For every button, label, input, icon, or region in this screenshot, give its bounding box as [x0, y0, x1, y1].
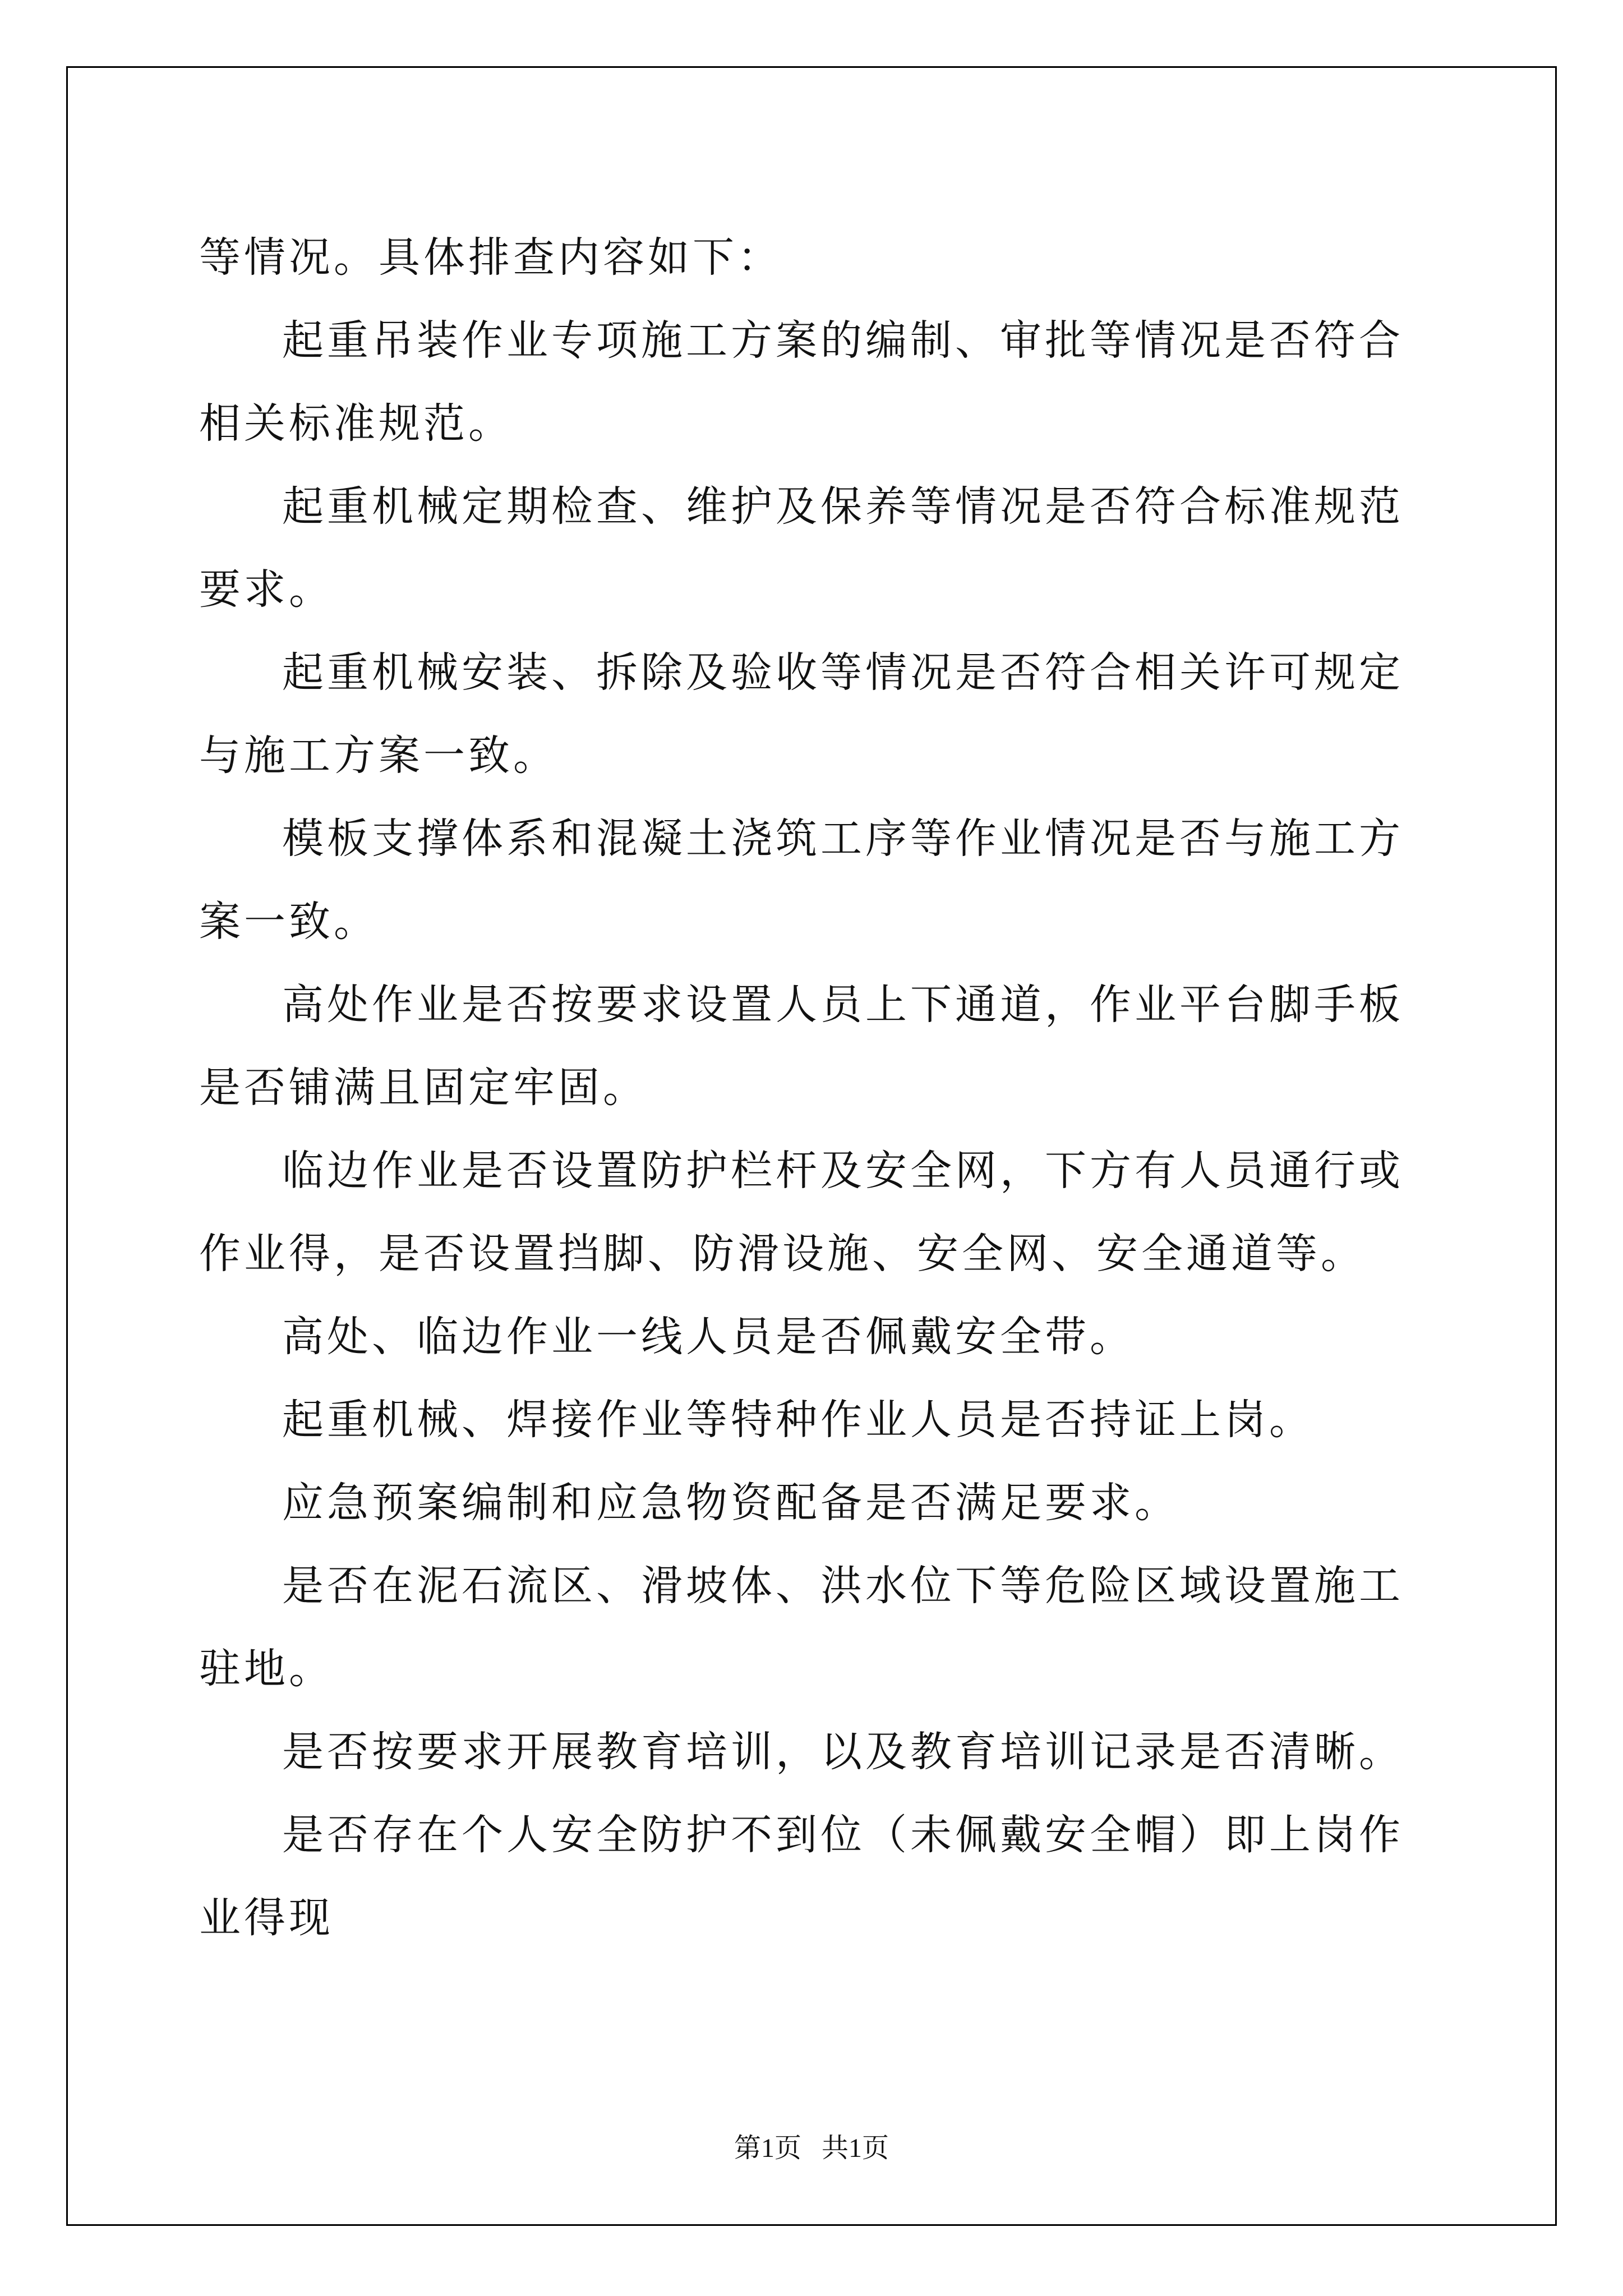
paragraph-item: 高处作业是否按要求设置人员上下通道，作业平台脚手板是否铺满且固定牢固。: [199, 981, 1404, 1112]
paragraph-intro: 等情况。具体排查内容如下：: [199, 233, 782, 282]
paragraph-item: 是否存在个人安全防护不到位（未佩戴安全帽）即上岗作业得现: [199, 1811, 1404, 1942]
paragraph-item: 临边作业是否设置防护栏杆及安全网，下方有人员通行或作业得，是否设置挡脚、防滑设施、安全网、安全通道等。: [199, 1147, 1404, 1278]
paragraph-item: 高处、临边作业一线人员是否佩戴安全带。: [282, 1313, 1135, 1361]
paragraph-item: 是否在泥石流区、滑坡体、洪水位下等危险区域设置施工驻地。: [199, 1562, 1404, 1693]
paragraph-item: 模板支撑体系和混凝土浇筑工序等作业情况是否与施工方案一致。: [199, 815, 1404, 946]
paragraph-item: 应急预案编制和应急物资配备是否满足要求。: [282, 1479, 1179, 1527]
page-number-total: 共1页: [822, 2133, 889, 2163]
document-body: [199, 216, 1433, 1959]
paragraph-item: 起重机械、焊接作业等特种作业人员是否持证上岗。: [282, 1396, 1314, 1444]
page-footer: [0, 2132, 1623, 2165]
paragraph-item: 是否按要求开展教育培训，以及教育培训记录是否清晰。: [282, 1728, 1404, 1776]
paragraph-item: 起重机械定期检查、维护及保养等情况是否符合标准规范要求。: [199, 482, 1404, 614]
paragraph-item: 起重机械安装、拆除及验收等情况是否符合相关许可规定与施工方案一致。: [199, 648, 1404, 780]
paragraph-item: 起重吊装作业专项施工方案的编制、审批等情况是否符合相关标准规范。: [199, 316, 1404, 448]
page-number-current: 第1页: [734, 2133, 801, 2163]
